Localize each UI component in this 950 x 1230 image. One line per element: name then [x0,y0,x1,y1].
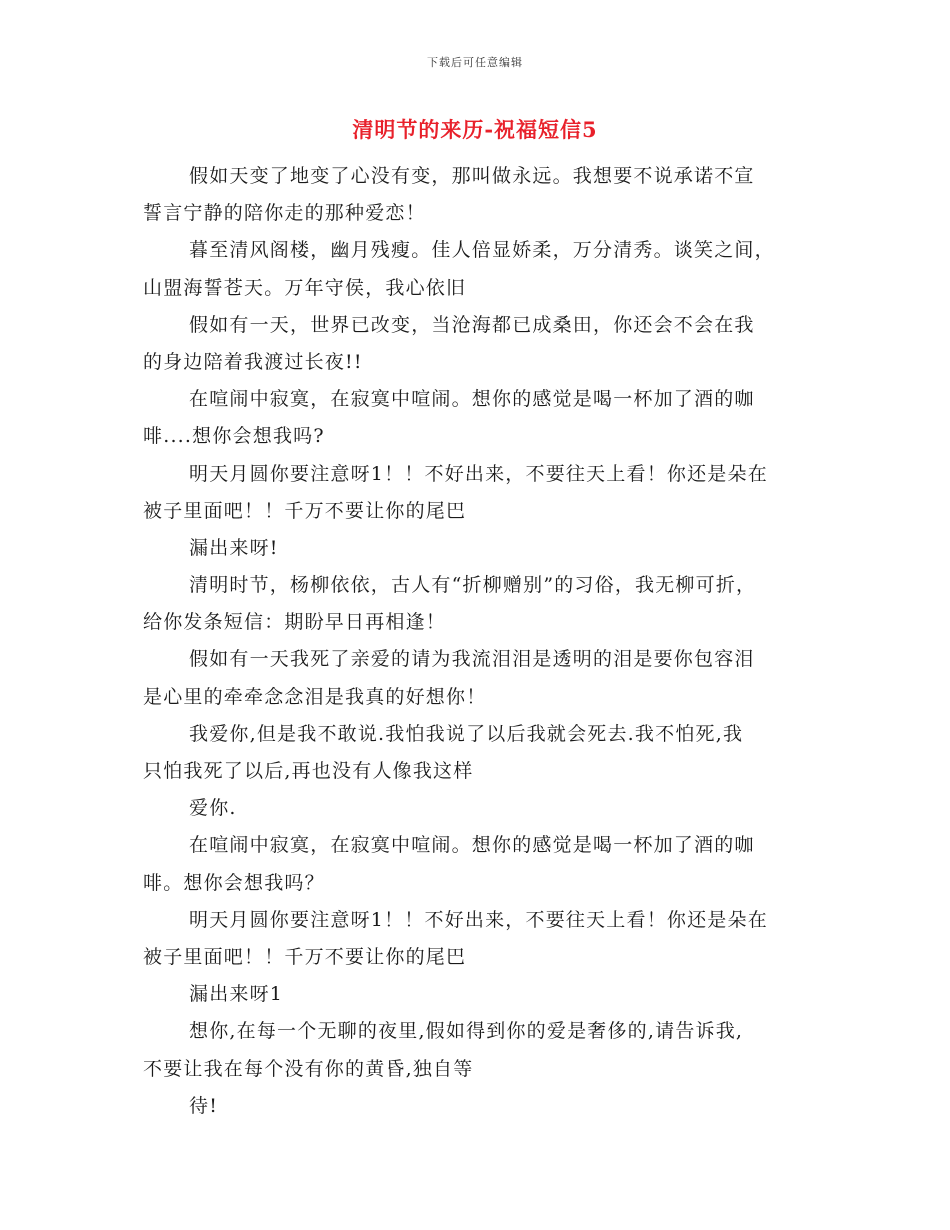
text-line: 假如有一天我死了亲爱的请为我流泪泪是透明的泪是要你包容泪 [189,648,755,671]
text-line: 是心里的牵牵念念泪是我真的好想你！ [143,685,487,708]
document-body [143,158,813,1125]
document-title: 清明节的来历-祝福短信5 [352,117,598,142]
text-line: 只怕我死了以后,再也没有人像我这样 [143,760,474,782]
text-line: 待! [189,1094,219,1117]
text-line: 山盟海誓苍天。万年守侯，我心依旧 [143,276,467,299]
header-note: 下载后可任意编辑 [427,56,523,69]
text-line: 在喧闹中寂寞，在寂寞中喧闹。想你的感觉是喝一杯加了酒的咖 [189,834,755,857]
text-line: 漏出来呀! [189,536,279,559]
text-line: 的身边陪着我渡过长夜!! [143,350,363,373]
text-line: 想你,在每一个无聊的夜里,假如得到你的爱是奢侈的,请告诉我, [189,1020,744,1043]
text-line: 明天月圆你要注意呀1！！不好出来，不要往天上看！你还是朵在 [189,908,768,931]
text-line: 我爱你,但是我不敢说.我怕我说了以后我就会死去.我不怕死,我 [189,722,744,745]
text-line: 被子里面吧！！千万不要让你的尾巴 [143,945,467,968]
text-line: 被子里面吧！！千万不要让你的尾巴 [143,499,467,522]
text-line: 誓言宁静的陪你走的那种爱恋！ [143,202,426,225]
text-line: 给你发条短信：期盼早日再相逢！ [143,611,447,634]
text-line: 在喧闹中寂寞，在寂寞中喧闹。想你的感觉是喝一杯加了酒的咖 [189,388,755,411]
text-line: 假如天变了地变了心没有变，那叫做永远。我想要不说承诺不宣 [189,165,755,187]
text-line: 清明时节，杨柳依依，古人有“折柳赠别”的习俗，我无柳可折， [189,574,757,597]
text-line: 啡....想你会想我吗? [143,425,325,448]
text-line: 不要让我在每个没有你的黄昏,独自等 [143,1057,474,1080]
text-line: 啡。想你会想我吗？ [143,871,325,894]
text-line: 明天月圆你要注意呀1！！不好出来，不要往天上看！你还是朵在 [189,462,768,485]
text-line: 爱你. [189,797,237,820]
text-line: 漏出来呀1 [189,983,284,1006]
text-line: 假如有一天，世界已改变，当沧海都已成桑田，你还会不会在我 [189,313,755,336]
text-line: 暮至清风阁楼，幽月残瘦。佳人倍显娇柔，万分清秀。谈笑之间， [189,239,775,262]
